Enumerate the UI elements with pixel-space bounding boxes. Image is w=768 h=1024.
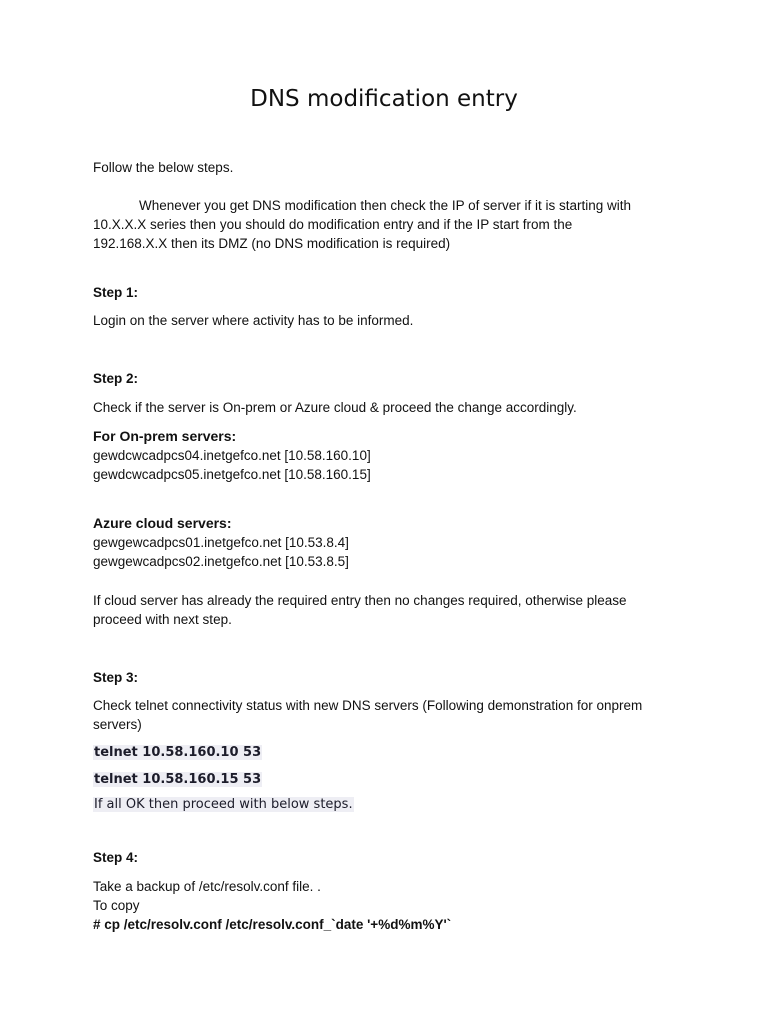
backup-command: # cp /etc/resolv.conf /etc/resolv.conf_`date '+%d%m%Y'` (93, 917, 452, 932)
copy-label: To copy (93, 898, 140, 913)
step-4-heading: Step 4: (93, 850, 139, 865)
paragraph-line-2: 10.X.X.X series then you should do modification entry and if the IP start from the (93, 217, 573, 232)
step-1-text: Login on the server where activity has to be informed. (93, 313, 414, 328)
onprem-heading: For On-prem servers: (93, 428, 237, 444)
azure-heading: Azure cloud servers: (93, 515, 232, 531)
step-3-heading: Step 3: (93, 670, 139, 685)
step-1-heading: Step 1: (93, 285, 139, 300)
azure-server-1: gewgewcadpcs01.inetgefco.net [10.53.8.4] (93, 535, 349, 550)
page-title: DNS modification entry (250, 86, 518, 112)
telnet-command-2-line (93, 769, 693, 789)
intro-text: Follow the below steps. (93, 160, 234, 175)
onprem-server-2: gewdcwcadpcs05.inetgefco.net [10.58.160.15] (93, 467, 371, 482)
step-2-heading: Step 2: (93, 371, 139, 386)
paragraph-line-3: 192.168.X.X then its DMZ (no DNS modification is required) (93, 236, 451, 251)
azure-server-2: gewgewcadpcs02.inetgefco.net [10.53.8.5] (93, 554, 349, 569)
cloud-note-line-2: proceed with next step. (93, 612, 232, 627)
paragraph-line-1: Whenever you get DNS modification then check the IP of server if it is starting with (139, 198, 631, 213)
telnet-command-2: telnet 10.58.160.15 53 (94, 772, 262, 787)
step-4-text: Take a backup of /etc/resolv.conf file. . (93, 879, 321, 894)
telnet-command-1: telnet 10.58.160.10 53 (94, 745, 262, 760)
step-2-text: Check if the server is On-prem or Azure cloud & proceed the change accordingly. (93, 400, 577, 415)
telnet-command-1-line (93, 742, 693, 762)
onprem-server-1: gewdcwcadpcs04.inetgefco.net [10.58.160.10] (93, 448, 371, 463)
ok-note-line (93, 794, 693, 814)
ok-note: If all OK then proceed with below steps. (94, 797, 353, 812)
cloud-note-line-1: If cloud server has already the required entry then no changes required, otherwise please (93, 593, 627, 608)
step-3-text-line-2: servers) (93, 717, 142, 732)
step-3-text-line-1: Check telnet connectivity status with new DNS servers (Following demonstration for onprem (93, 698, 643, 713)
